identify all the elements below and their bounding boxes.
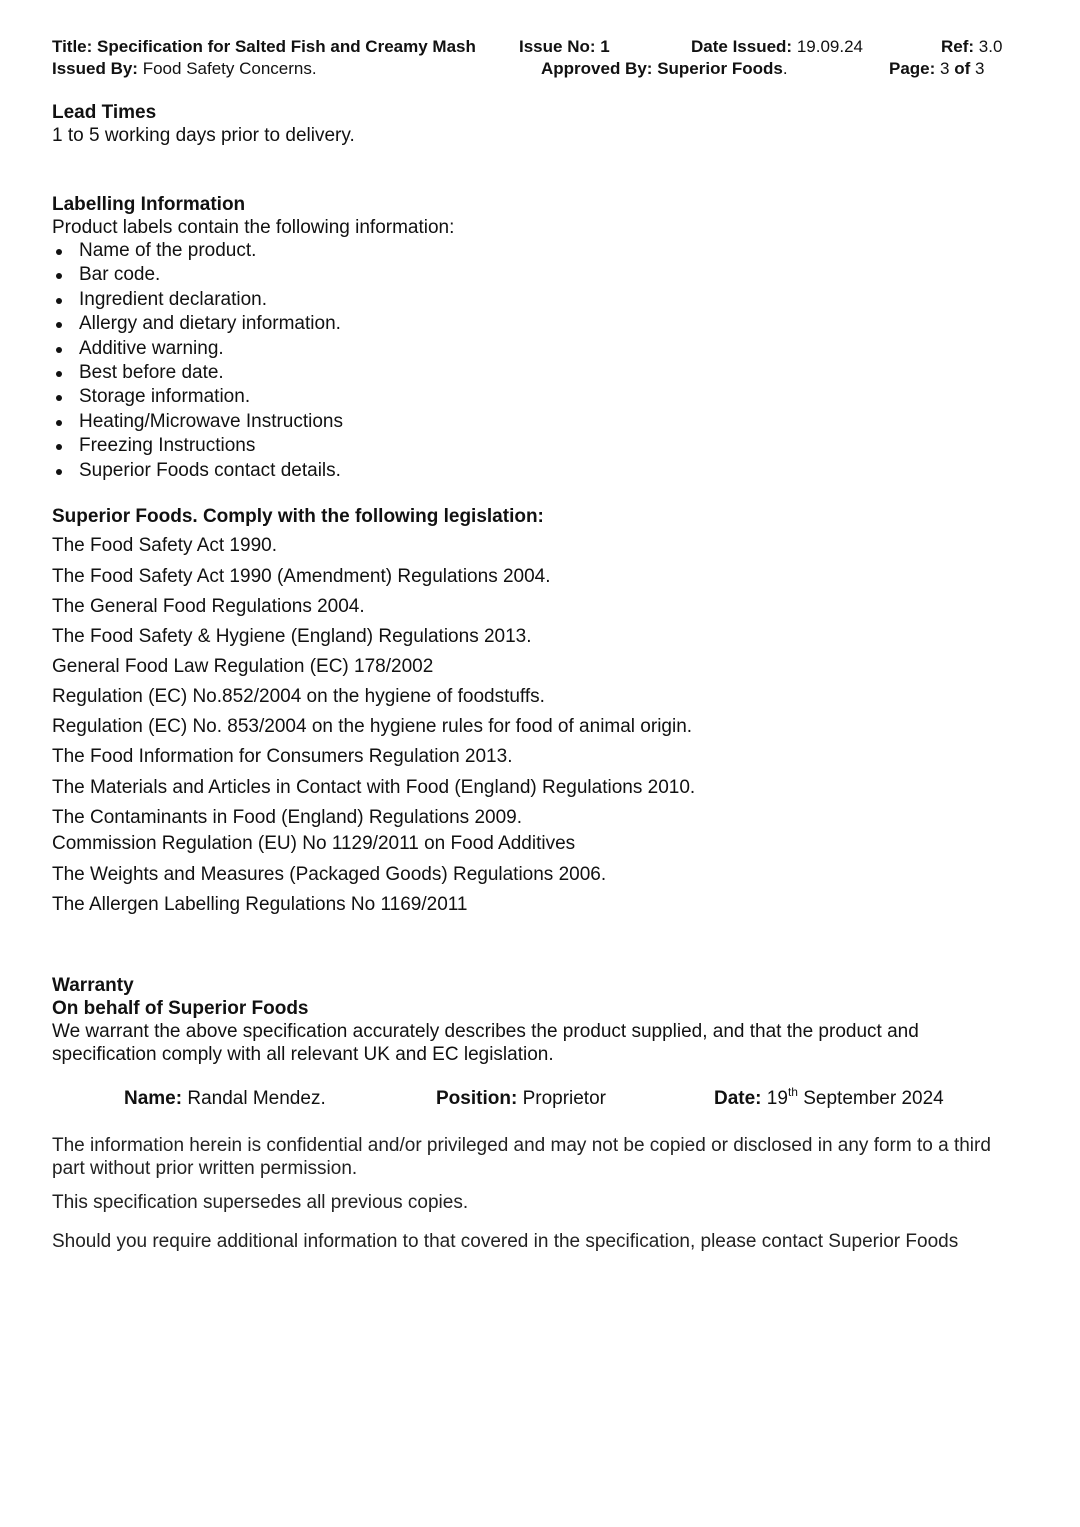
title-label: Title: <box>52 37 93 56</box>
signature-date <box>714 1085 944 1110</box>
labelling-heading: Labelling Information <box>52 194 246 215</box>
approved-by-suffix: . <box>782 59 788 78</box>
list-item: Heating/Microwave Instructions <box>52 410 454 434</box>
list-item: Name of the product. <box>52 239 454 263</box>
signature-name <box>124 1088 326 1110</box>
ref <box>941 37 1002 57</box>
header-row-2 <box>0 59 1080 79</box>
signature-position <box>436 1088 606 1110</box>
legislation-item: The Weights and Measures (Packaged Goods) Regulations 2006. <box>52 864 607 885</box>
confidential-notice: The information herein is confidential and/or privileged and may not be copied or disclosed in any form to a third part without prior written permission. <box>52 1135 991 1179</box>
issued-by-label: Issued By: <box>52 59 138 78</box>
list-item: Allergy and dietary information. <box>52 312 454 336</box>
warranty-text: We warrant the above specification accurately describes the product supplied, and that the product and specification comply with all relevant UK and EC legislation. <box>52 1021 919 1065</box>
legislation-item: The Materials and Articles in Contact with Food (England) Regulations 2010. <box>52 777 696 798</box>
legislation-item: The Allergen Labelling Regulations No 1169/2011 <box>52 894 468 915</box>
warranty-section <box>52 974 1012 1066</box>
lead-times-text: 1 to 5 working days prior to delivery. <box>52 125 355 146</box>
list-item: Ingredient declaration. <box>52 288 454 312</box>
legislation-item: Regulation (EC) No.852/2004 on the hygiene of foodstuffs. <box>52 686 545 707</box>
list-item: Additive warning. <box>52 337 454 361</box>
position-label: Position: <box>436 1088 518 1109</box>
lead-times-section <box>52 101 355 147</box>
issue-value: 1 <box>600 37 610 56</box>
approved-by <box>541 59 788 79</box>
page-label: Page: <box>889 59 936 78</box>
legislation-item: The General Food Regulations 2004. <box>52 596 365 617</box>
issued-by <box>52 59 317 79</box>
date-day: 19 <box>766 1088 788 1109</box>
supersedes-notice: This specification supersedes all previous copies. <box>52 1192 469 1213</box>
issue-number <box>519 37 610 57</box>
date-issued <box>691 37 863 57</box>
issue-label: Issue No: <box>519 37 596 56</box>
page-total: 3 <box>975 59 985 78</box>
warranty-subheading: On behalf of Superior Foods <box>52 998 309 1019</box>
page-number <box>889 59 984 79</box>
legislation-item: The Food Safety Act 1990 (Amendment) Regulations 2004. <box>52 566 551 587</box>
legislation-item: The Contaminants in Food (England) Regulations 2009. <box>52 807 523 828</box>
issued-by-value: Food Safety Concerns. <box>142 59 317 78</box>
position-value: Proprietor <box>522 1088 606 1109</box>
page-of: of <box>954 59 971 78</box>
labelling-section <box>52 193 454 483</box>
labelling-intro: Product labels contain the following information: <box>52 217 455 238</box>
date-issued-label: Date Issued: <box>691 37 793 56</box>
contact-notice: Should you require additional information to that covered in the specification, please contact Superior Foods <box>52 1231 959 1252</box>
date-rest: September 2024 <box>803 1088 944 1109</box>
legislation-item: The Food Information for Consumers Regulation 2013. <box>52 746 513 767</box>
title-value: Specification for Salted Fish and Creamy Mash <box>97 37 476 56</box>
page-current: 3 <box>940 59 950 78</box>
approved-by-value: Superior Foods <box>657 59 783 78</box>
lead-times-heading: Lead Times <box>52 102 157 123</box>
list-item: Superior Foods contact details. <box>52 459 454 483</box>
date-label: Date: <box>714 1088 762 1109</box>
name-value: Randal Mendez. <box>187 1088 326 1109</box>
ref-value: 3.0 <box>978 37 1003 56</box>
list-item: Freezing Instructions <box>52 434 454 458</box>
legislation-item: The Food Safety Act 1990. <box>52 535 277 556</box>
legislation-item: General Food Law Regulation (EC) 178/2002 <box>52 656 434 677</box>
list-item: Storage information. <box>52 385 454 409</box>
labelling-list <box>52 239 454 483</box>
legislation-heading: Superior Foods. Comply with the following legislation: <box>52 506 544 527</box>
legislation-item: Regulation (EC) No. 853/2004 on the hygiene rules for food of animal origin. <box>52 716 693 737</box>
list-item: Bar code. <box>52 263 454 287</box>
date-suffix: th <box>787 1085 798 1099</box>
doc-title <box>52 37 476 57</box>
legislation-item: Commission Regulation (EU) No 1129/2011 on Food Additives <box>52 833 576 854</box>
name-label: Name: <box>124 1088 183 1109</box>
list-item: Best before date. <box>52 361 454 385</box>
ref-label: Ref: <box>941 37 975 56</box>
approved-by-label: Approved By: <box>541 59 653 78</box>
date-issued-value: 19.09.24 <box>796 37 864 56</box>
legislation-item: The Food Safety & Hygiene (England) Regulations 2013. <box>52 626 532 647</box>
header-row-1 <box>0 37 1080 57</box>
warranty-heading: Warranty <box>52 975 134 996</box>
